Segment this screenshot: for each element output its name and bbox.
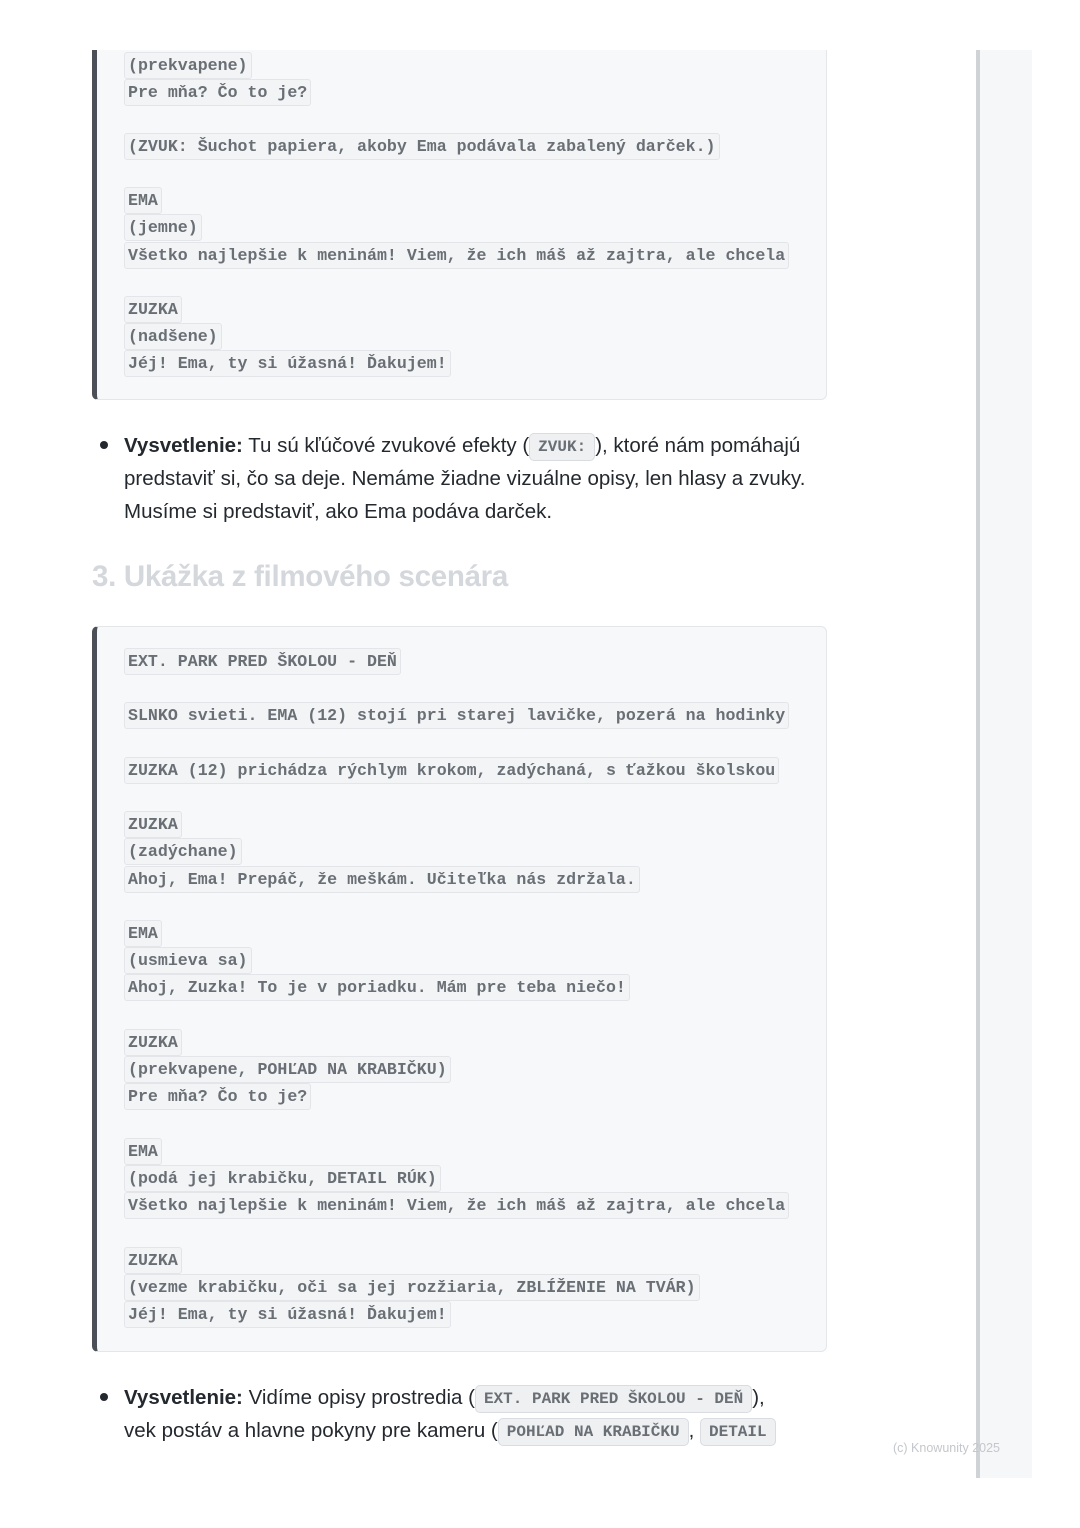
code-line: EMA [124,1138,162,1163]
script-code-block-radio [92,50,827,400]
section-heading: 3. Ukážka z filmového scenára [92,560,508,593]
explanation-paragraph [124,1381,834,1449]
inline-code: POHĽAD NA KRABIČKU [498,1418,689,1446]
explanation-line: Vysvetlenie: Vidíme opisy prostredia ( EXT. PARK PRED ŠKOLOU - DEŇ ), [124,1381,834,1414]
code-line: ZUZKA [124,811,182,836]
code-line: Jéj! Ema, ty si úžasná! Ďakujem! [124,350,451,375]
code-line: (usmieva sa) [124,947,252,972]
bullet-icon [100,1393,108,1401]
code-line: ZUZKA (12) prichádza rýchlym krokom, zadýchaná, s ťažkou školskou [124,757,779,782]
code-line: (nadšene) [124,323,222,348]
explanation-label: Vysvetlenie: [124,434,243,457]
explanation-label: Vysvetlenie: [124,1386,243,1409]
code-line: EMA [124,920,162,945]
code-line: Všetko najlepšie k meninám! Viem, že ich máš až zajtra, ale chcela [124,242,789,267]
code-line: SLNKO svieti. EMA (12) stojí pri starej lavičke, pozerá na hodinky [124,702,789,727]
code-line: (podá jej krabičku, DETAIL RÚK) [124,1165,441,1190]
code-line: Pre mňa? Čo to je? [124,79,311,104]
inline-code: EXT. PARK PRED ŠKOLOU - DEŇ [475,1385,752,1413]
explanation-line: vek postáv a hlavne pokyny pre kameru ( POHĽAD NA KRABIČKU , DETAIL [124,1414,812,1447]
code-line: EXT. PARK PRED ŠKOLOU - DEŇ [124,648,401,673]
bullet-icon [100,441,108,449]
code-line: (prekvapene, POHĽAD NA KRABIČKU) [124,1056,451,1081]
code-line: (jemne) [124,214,202,239]
inline-code: DETAIL [700,1418,776,1446]
code-line: Jéj! Ema, ty si úžasná! Ďakujem! [124,1301,451,1326]
right-scroll-rule [976,50,980,1478]
code-line: (zadýchane) [124,838,242,863]
explanation-paragraph: Vysvetlenie: Tu sú kľúčové zvukové efekty ( ZVUK: ), ktoré nám pomáhajú predstaviť si, čo sa deje. Nemáme žiadne vizuálne opisy, len hlasy a zvuky. Musíme si predstaviť, ako Ema podáva darček. [124,434,806,523]
inline-code: ZVUK: [529,433,595,461]
code-line: (prekvapene) [124,52,252,77]
code-line: Ahoj, Ema! Prepáč, že meškám. Učiteľka nás zdržala. [124,866,640,891]
code-line: (vezme krabičku, oči sa jej rozžiaria, ZBLÍŽENIE NA TVÁR) [124,1274,700,1299]
code-line: ZUZKA [124,1029,182,1054]
code-line: Ahoj, Zuzka! To je v poriadku. Mám pre teba niečo! [124,974,630,999]
code-line: ZUZKA [124,1247,182,1272]
footer-copyright: (c) Knowunity 2025 [893,1441,1001,1455]
script-code-block-film [92,626,827,1352]
code-line: Všetko najlepšie k meninám! Viem, že ich máš až zajtra, ale chcela [124,1192,789,1217]
code-line: (ZVUK: Šuchot papiera, akoby Ema podávala zabalený darček.) [124,133,720,158]
code-line: EMA [124,187,162,212]
code-line: Pre mňa? Čo to je? [124,1083,311,1108]
right-gutter [976,50,1032,1478]
code-line: ZUZKA [124,296,182,321]
